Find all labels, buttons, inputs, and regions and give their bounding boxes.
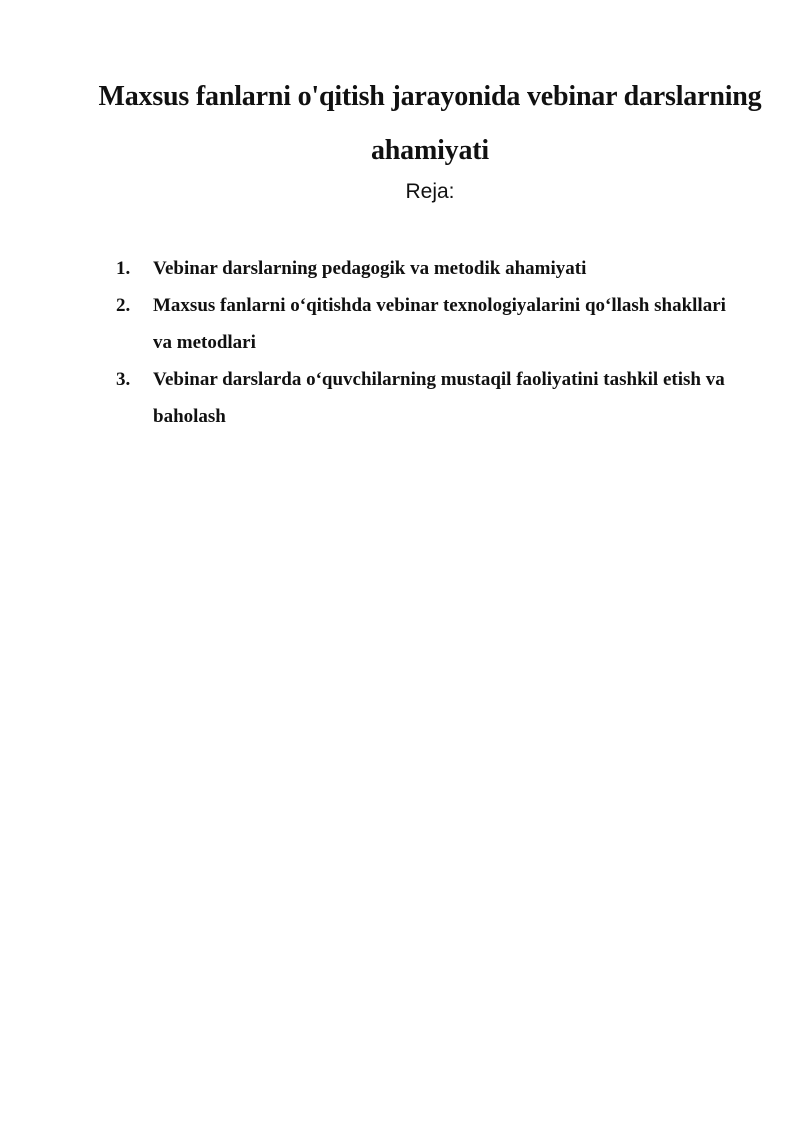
list-item — [0, 250, 800, 287]
plan-list — [0, 250, 800, 435]
list-item — [0, 287, 800, 361]
list-item-text: Vebinar darslarda o‘quvchilarning mustaqil faoliyatini tashkil etish va baholash — [153, 369, 725, 427]
list-item-number: 3. — [116, 369, 131, 390]
document-title: Maxsus fanlarni o'qitish jarayonida vebinar darslarning ahamiyati — [98, 81, 762, 166]
list-item-number: 1. — [116, 258, 131, 279]
list-item-text: Maxsus fanlarni o‘qitishda vebinar texnologiyalarini qo‘llash shakllari va metodlari — [153, 295, 726, 353]
list-item-text: Vebinar darslarning pedagogik va metodik ahamiyati — [153, 258, 587, 279]
list-item-number: 2. — [116, 295, 131, 316]
plan-heading: Reja: — [405, 180, 455, 203]
list-item — [0, 361, 800, 435]
